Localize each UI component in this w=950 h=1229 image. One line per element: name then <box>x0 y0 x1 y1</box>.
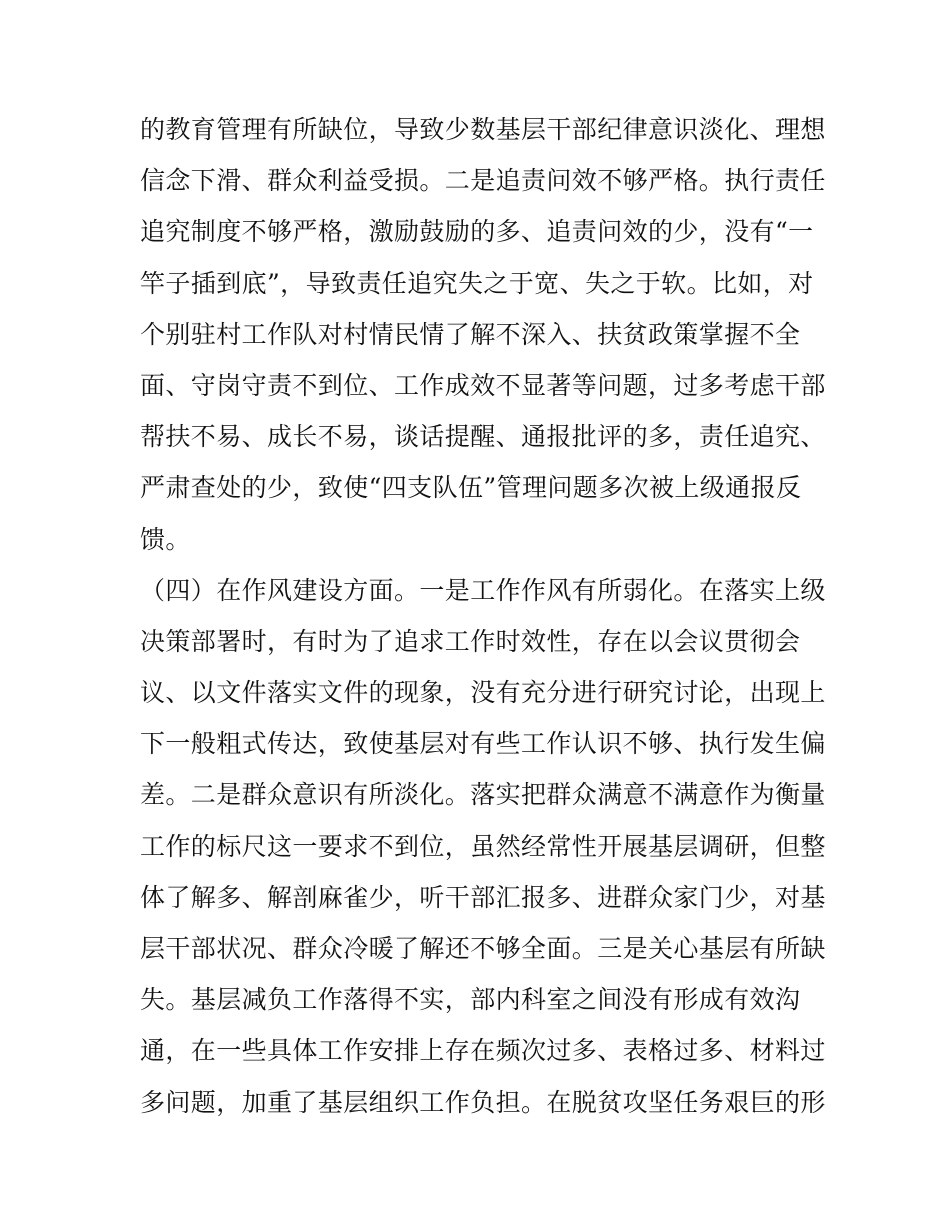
section-heading-line: （四）在作风建设方面。一是工作作风有所弱化。在落实上级 <box>140 575 826 605</box>
text-line: 议、以文件落实文件的现象，没有充分进行研究讨论，出现上 <box>140 678 826 708</box>
text-line: 下一般粗式传达，致使基层对有些工作认识不够、执行发生偏 <box>140 729 826 759</box>
document-body <box>140 104 830 1128</box>
text-line: 失。基层减负工作落得不实，部内科室之间没有形成有效沟 <box>140 985 801 1015</box>
text-line: 差。二是群众意识有所淡化。落实把群众满意不满意作为衡量 <box>140 780 826 810</box>
text-line: 决策部署时，有时为了追求工作时效性，存在以会议贯彻会 <box>140 626 801 656</box>
text-line: 的教育管理有所缺位，导致少数基层干部纪律意识淡化、理想 <box>140 115 826 144</box>
text-line: 竿子插到底”，导致责任追究失之于宽、失之于软。比如，对 <box>140 268 814 298</box>
text-line: 面、守岗守责不到位、工作成效不显著等问题，过多考虑干部 <box>140 370 826 400</box>
text-line: 体了解多、解剖麻雀少，听干部汇报多、进群众家门少，对基 <box>140 882 826 912</box>
text-line: 通，在一些具体工作安排上存在频次过多、表格过多、材料过 <box>140 1036 826 1066</box>
text-line: 帮扶不易、成长不易，谈话提醒、通报批评的多，责任追究、 <box>140 422 826 452</box>
text-line: 信念下滑、群众利益受损。二是追责问效不够严格。执行责任 <box>140 166 826 196</box>
text-line: 多问题，加重了基层组织工作负担。在脱贫攻坚任务艰巨的形 <box>140 1087 826 1117</box>
text-line: 追究制度不够严格，激励鼓励的多、追责问效的少，没有“一 <box>140 217 814 247</box>
text-line: 严肃查处的少，致使“四支队伍”管理问题多次被上级通报反 <box>140 473 802 503</box>
text-line: 个别驻村工作队对村情民情了解不深入、扶贫政策掌握不全 <box>140 319 801 349</box>
text-line: 层干部状况、群众冷暖了解还不够全面。三是关心基层有所缺 <box>140 934 826 963</box>
text-line: 馈。 <box>140 524 191 554</box>
text-line: 工作的标尺这一要求不到位，虽然经常性开展基层调研，但整 <box>140 831 826 861</box>
